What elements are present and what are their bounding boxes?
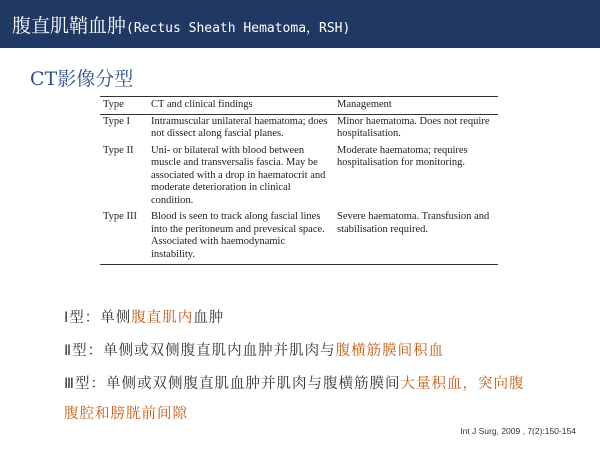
line-highlight: 腹横筋膜间积血 — [335, 343, 445, 359]
header-type: Type — [100, 97, 148, 115]
management-cell: Minor haematoma. Does not require hospitalisation. — [337, 115, 490, 139]
type-cell: Type II — [103, 144, 134, 156]
header-bar — [0, 0, 600, 48]
line-highlight: 腹腔和膀胱前间隙 — [64, 406, 188, 422]
line-text: Ⅰ型：单侧 — [64, 310, 132, 326]
table-row — [100, 210, 498, 265]
findings-cell: Blood is seen to track along fascial lines into the peritoneum and prevesical space. Associated with haemodynamic instability. — [148, 210, 334, 265]
table-header-row — [100, 97, 498, 115]
management-cell: Moderate haematoma; requires hospitalisation for monitoring. — [337, 144, 468, 168]
classification-table — [100, 96, 498, 265]
type-1-description — [64, 306, 224, 327]
type-3-description-continued — [64, 402, 188, 423]
title-chinese: 腹直肌鞘血肿 — [12, 15, 127, 37]
line-text: Ⅲ型：单侧或双侧腹直肌血肿并肌肉与腹横筋膜间 — [64, 376, 401, 392]
table-row — [100, 144, 498, 211]
line-highlight: 大量积血，突向腹 — [400, 376, 525, 392]
line-text: 血肿 — [193, 310, 225, 326]
header-management: Management — [334, 97, 498, 115]
slide-title — [12, 11, 350, 38]
type-cell: Type III — [100, 210, 148, 265]
title-english: (Rectus Sheath Hematoma，RSH) — [126, 21, 351, 36]
management-cell: Severe haematoma. Transfusion and stabilisation required. — [334, 210, 498, 265]
line-highlight: 腹直肌内 — [131, 310, 194, 326]
type-3-description — [64, 372, 525, 393]
type-cell: Type I — [103, 115, 130, 127]
subtitle: CT影像分型 — [30, 68, 134, 90]
citation: Int J Surg, 2009 , 7(2):150-154 — [460, 426, 576, 436]
line-text: Ⅱ型：单侧或双侧腹直肌内血肿并肌肉与 — [64, 343, 336, 359]
header-findings: CT and clinical findings — [148, 97, 334, 115]
type-2-description — [64, 339, 444, 360]
findings-cell: Intramuscular unilateral haematoma; does not dissect along fascial planes. — [151, 115, 328, 139]
table-row — [100, 114, 498, 144]
findings-cell: Uni- or bilateral with blood between muscle and transversalis fascia. May be associated with a drop in haematocrit and moderate deterioration in clinical condition. — [151, 144, 326, 206]
